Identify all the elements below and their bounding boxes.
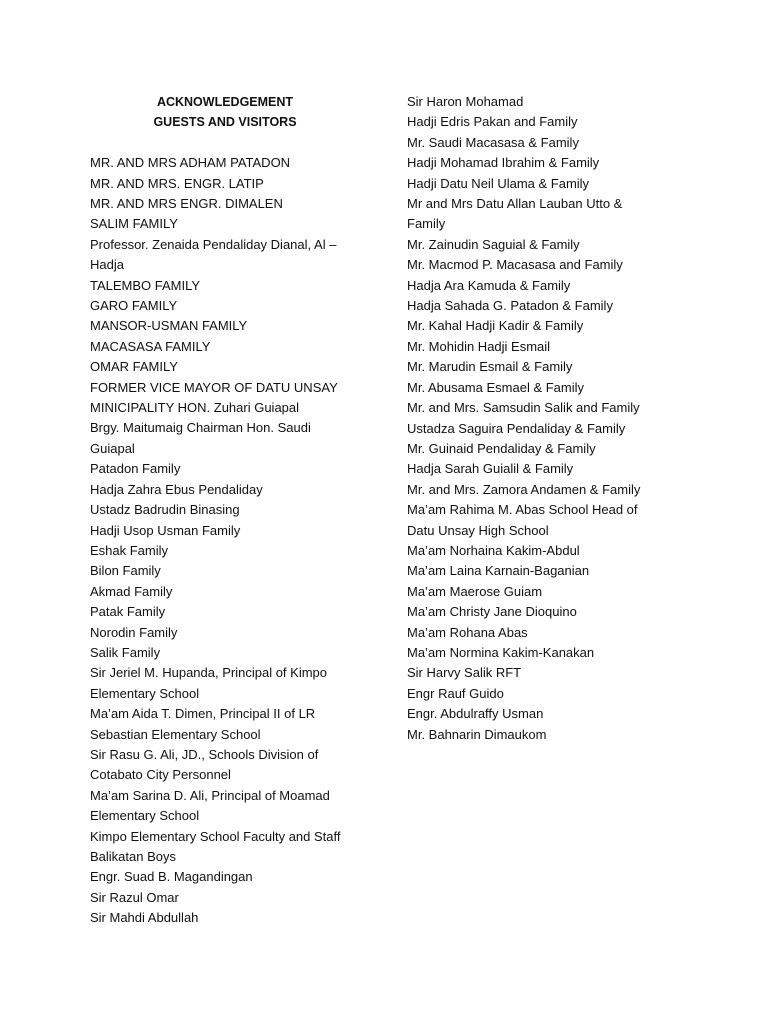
left-column xyxy=(90,92,380,929)
guest-line: Mr. Abusama Esmael & Family xyxy=(407,379,584,395)
guest-line: MR. AND MRS ENGR. DIMALEN xyxy=(90,196,283,212)
guest-line: Ma’am Rohana Abas xyxy=(407,624,528,640)
guest-line: Hadja xyxy=(90,257,124,273)
guest-line: Ma’am Christy Jane Dioquino xyxy=(407,604,577,620)
guest-line: MR. AND MRS. ENGR. LATIP xyxy=(90,175,264,191)
guest-line: Mr. and Mrs. Samsudin Salik and Family xyxy=(407,400,640,416)
heading-guests-and-visitors: GUESTS AND VISITORS xyxy=(153,115,297,130)
guest-line: Engr. Abdulraffy Usman xyxy=(407,706,544,722)
guest-line: Hadji Edris Pakan and Family xyxy=(407,114,578,130)
guest-line: Ma’am Aida T. Dimen, Principal II of LR xyxy=(90,706,316,722)
right-column xyxy=(407,92,687,745)
guest-line: MACASASA FAMILY xyxy=(90,338,211,354)
guest-line: MR. AND MRS ADHAM PATADON xyxy=(90,155,291,171)
guest-line: MINICIPALITY HON. Zuhari Guiapal xyxy=(90,400,300,416)
guest-line: Akmad Family xyxy=(90,583,173,599)
guest-line: Ma’am Rahima M. Abas School Head of xyxy=(407,502,638,518)
guest-line: Mr. and Mrs. Zamora Andamen & Family xyxy=(407,481,641,497)
guest-line: Mr. Bahnarin Dimaukom xyxy=(407,726,547,742)
guest-line: OMAR FAMILY xyxy=(90,359,178,375)
guest-line: Hadja Sahada G. Patadon & Family xyxy=(407,298,613,314)
guest-line: Hadji Usop Usman Family xyxy=(90,522,241,538)
guest-line: TALEMBO FAMILY xyxy=(90,277,201,293)
guest-line: Salik Family xyxy=(90,644,161,660)
guest-line: SALIM FAMILY xyxy=(90,216,178,232)
guest-line: GARO FAMILY xyxy=(90,298,178,314)
guest-line: Family xyxy=(407,216,446,232)
guest-line: Mr. Zainudin Saguial & Family xyxy=(407,236,580,252)
guest-line: Patadon Family xyxy=(90,461,181,477)
guest-line: Norodin Family xyxy=(90,624,178,640)
guest-line: Sir Haron Mohamad xyxy=(407,94,524,109)
guest-line: Mr. Kahal Hadji Kadir & Family xyxy=(407,318,584,334)
guest-line: Elementary School xyxy=(90,685,200,701)
guest-line: Engr Rauf Guido xyxy=(407,685,504,701)
guest-line: Hadja Sarah Guialil & Family xyxy=(407,461,574,477)
guest-line: Sir Harvy Salik RFT xyxy=(407,665,522,681)
guest-line: Kimpo Elementary School Faculty and Staff xyxy=(90,828,341,844)
guest-line: Sebastian Elementary School xyxy=(90,726,261,742)
guest-line: Professor. Zenaida Pendaliday Dianal, Al – xyxy=(90,236,337,252)
guest-line: Elementary School xyxy=(90,808,200,824)
guest-line: Hadji Datu Neil Ulama & Family xyxy=(407,175,590,191)
guest-line: Mr. Marudin Esmail & Family xyxy=(407,359,573,375)
left-guest-list xyxy=(90,153,380,928)
guest-line: Sir Jeriel M. Hupanda, Principal of Kimpo xyxy=(90,665,327,681)
guest-line: FORMER VICE MAYOR OF DATU UNSAY xyxy=(90,379,338,395)
guest-line: Engr. Suad B. Magandingan xyxy=(90,869,253,885)
guest-line: Ustadza Saguira Pendaliday & Family xyxy=(407,420,626,436)
guest-line: Sir Razul Omar xyxy=(90,889,179,905)
guest-line: Ma’am Norhaina Kakim-Abdul xyxy=(407,542,580,558)
guest-line: Hadja Ara Kamuda & Family xyxy=(407,277,571,293)
heading-acknowledgement: ACKNOWLEDGEMENT xyxy=(156,95,294,109)
guest-line: Mr. Saudi Macasasa & Family xyxy=(407,134,579,150)
guest-line: Cotabato City Personnel xyxy=(90,767,231,783)
guest-line: Ma’am Normina Kakim-Kanakan xyxy=(407,644,595,660)
guest-line: Mr and Mrs Datu Allan Lauban Utto & xyxy=(407,196,623,212)
right-guest-list xyxy=(407,92,687,745)
heading-spacer xyxy=(90,133,380,153)
guest-line: Ma’am Sarina D. Ali, Principal of Moamad xyxy=(90,787,330,803)
guest-line: Sir Rasu G. Ali, JD., Schools Division of xyxy=(90,746,319,762)
guest-line: Ma’am Maerose Guiam xyxy=(407,583,543,599)
guest-line: Hadji Mohamad Ibrahim & Family xyxy=(407,155,600,171)
guest-line: Hadja Zahra Ebus Pendaliday xyxy=(90,481,263,497)
guest-line: Sir Mahdi Abdullah xyxy=(90,910,199,926)
guest-line: Balikatan Boys xyxy=(90,849,176,865)
guest-line: Bilon Family xyxy=(90,563,161,579)
guest-line: Mr. Mohidin Hadji Esmail xyxy=(407,338,551,354)
guest-line: Mr. Guinaid Pendaliday & Family xyxy=(407,440,596,456)
guest-line: Datu Unsay High School xyxy=(407,522,549,538)
guest-line: Eshak Family xyxy=(90,542,169,558)
guest-line: Ustadz Badrudin Binasing xyxy=(90,502,240,518)
guest-line: Mr. Macmod P. Macasasa and Family xyxy=(407,257,623,273)
guest-line: Brgy. Maitumaig Chairman Hon. Saudi xyxy=(90,420,311,436)
guest-line: Guiapal xyxy=(90,440,135,456)
guest-line: MANSOR-USMAN FAMILY xyxy=(90,318,248,334)
guest-line: Ma’am Laina Karnain-Baganian xyxy=(407,563,590,579)
guest-line: Patak Family xyxy=(90,604,166,620)
